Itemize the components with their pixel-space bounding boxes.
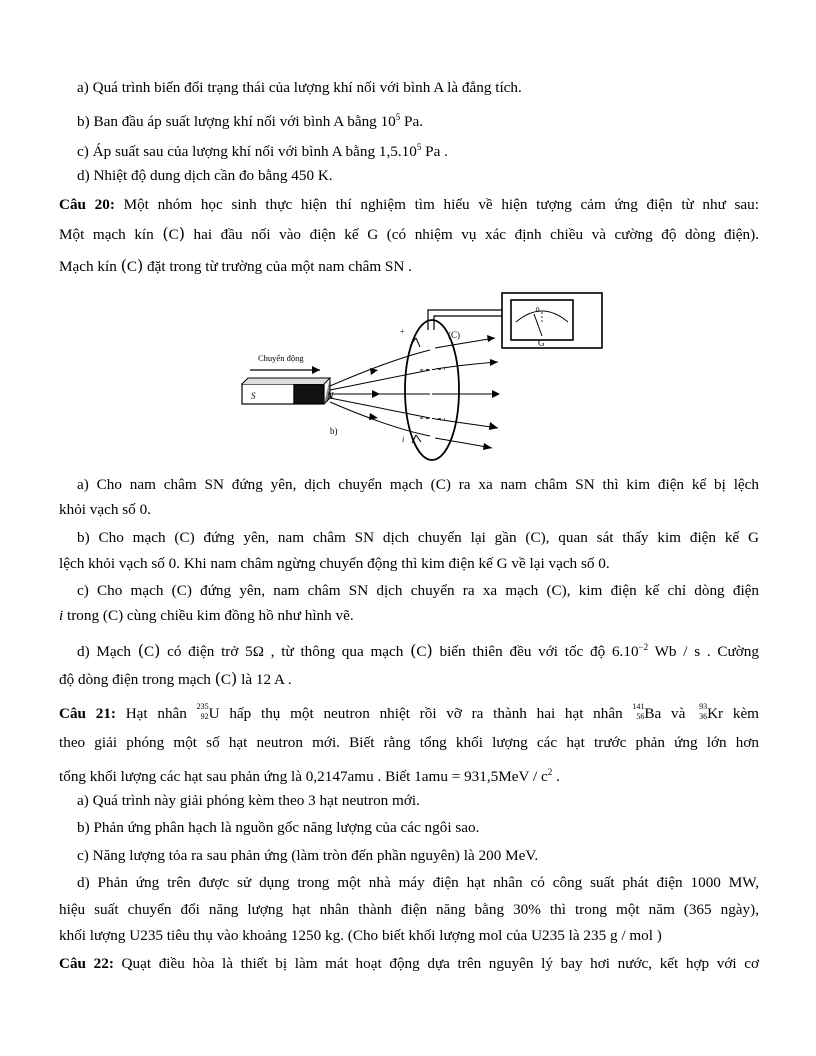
- q19-option-d: d) Nhiệt độ dung dịch cần đo bằng 450 K.: [77, 167, 333, 184]
- q19-option-b: b) Ban đầu áp suất lượng khí nối với bình A bằng $10^5$ Pa.: [77, 112, 424, 131]
- q20-intro-line2: Một mạch kín (C) hai đầu nối vào điện kế G (có nhiệm vụ xác định chiều và cường độ dòng điện).: [59, 224, 759, 243]
- current-label: i: [402, 435, 405, 444]
- q21-option-b: b) Phản ứng phân hạch là nguồn gốc năng lượng của các ngôi sao.: [77, 819, 480, 836]
- plus-label: +: [400, 327, 405, 336]
- q21-option-d-line1: d) Phản ứng trên được sử dụng trong một nhà máy điện hạt nhân có công suất phát điện 1000 MW,: [77, 874, 759, 891]
- q21-option-c: c) Năng lượng tỏa ra sau phản ứng (làm tròn đến phần nguyên) là 200 MeV.: [77, 847, 539, 864]
- galvanometer-zero: 0: [536, 306, 540, 314]
- q21-intro-line2: theo giải phóng một số hạt neutron mới. Biết rằng tổng khối lượng các hạt trước phản ứng lớn hơn: [59, 734, 759, 751]
- q21-label: Câu 21:: [59, 705, 116, 722]
- circuit-label: (C): [448, 330, 460, 340]
- galvanometer-label: G: [538, 338, 545, 348]
- magnet-south-label: S: [251, 391, 256, 401]
- q20-option-b-line2: lệch khỏi vạch số 0. Khi nam châm ngừng chuyển động thì kim điện kế G về lại vạch số 0.: [59, 555, 610, 572]
- figure-b-label: b): [330, 426, 338, 436]
- magnet-north-label: N: [327, 391, 334, 401]
- induction-diagram: [230, 290, 620, 465]
- motion-label: Chuyển động: [258, 353, 304, 363]
- coil-circuit: [405, 320, 459, 460]
- q20-option-b-line1: b) Cho mạch (C) đứng yên, nam châm SN dịch chuyển lại gần (C), quan sát thấy kim điện kế G: [77, 529, 759, 546]
- field-lines: [330, 338, 498, 448]
- q22-label: Câu 22:: [59, 955, 114, 972]
- bar-magnet: [242, 378, 334, 404]
- q20-option-c-line1: c) Cho mạch (C) đứng yên, nam châm SN dịch chuyển ra xa mạch (C), kim điện kế chỉ dòng điện: [77, 582, 759, 599]
- q20-option-d-line1: d) Mạch (C) có điện trở 5Ω , từ thông qua mạch (C) biến thiên đều với tốc độ $6.10^{-2}$ Wb / s . Cường: [77, 641, 759, 661]
- q19-option-a: a) Quá trình biến đổi trạng thái của lượng khí nối với bình A là đẳng tích.: [77, 79, 522, 96]
- q20-option-a-line2: khỏi vạch số 0.: [59, 501, 151, 518]
- q19-option-c: c) Áp suất sau của lượng khí nối với bình A bằng 1,5.10$^5$ Pa .: [77, 142, 448, 161]
- q20-intro-line3: Mạch kín (C) đặt trong từ trường của một nam châm SN .: [59, 256, 412, 275]
- q20-option-c-line2: i trong (C) cùng chiều kim đồng hồ như hình vẽ.: [59, 607, 354, 624]
- q20-option-d-line2: độ dòng điện trong mạch (C) là 12 A .: [59, 669, 292, 688]
- krypton-nuclide: 93 36: [699, 702, 708, 721]
- q22-intro-line1: Câu 22: Quạt điều hòa là thiết bị làm mát hoạt động dựa trên nguyên lý bay hơi nước, kết hợp với cơ: [59, 955, 759, 972]
- barium-nuclide: 141 56: [632, 702, 645, 721]
- q21-intro-line3: tổng khối lượng các hạt sau phản ứng là 0,2147amu . Biết $1amu = 931,5MeV / c^2$ .: [59, 767, 560, 786]
- galvanometer: [502, 293, 602, 348]
- uranium-nuclide: 235 92: [196, 702, 209, 721]
- q21-intro-line1: Câu 21: Hạt nhân 235 92 U hấp thụ một neutron nhiệt rồi vỡ ra thành hai hạt nhân 141 56 Ba và 93 36 Kr kèm: [59, 702, 759, 722]
- q20-intro-line1: Câu 20: Một nhóm học sinh thực hiện thí nghiệm tìm hiểu về hiện tượng cảm ứng điện từ như sau:: [59, 196, 759, 213]
- induction-figure: [230, 290, 620, 465]
- q21-option-d-line2: hiệu suất chuyển đổi năng lượng hạt nhân thành điện năng bằng 30% thì trong một năm (365 ngày),: [59, 901, 759, 918]
- q21-option-a: a) Quá trình này giải phóng kèm theo 3 hạt neutron mới.: [77, 792, 420, 809]
- q20-label: Câu 20:: [59, 196, 115, 213]
- q20-option-a-line1: a) Cho nam châm SN đứng yên, dịch chuyển mạch (C) ra xa nam châm SN thì kim điện kế bị lệch: [77, 476, 759, 493]
- q21-option-d-line3: khối lượng U235 tiêu thụ vào khoảng 1250 kg. (Cho biết khối lượng mol của U235 là 235 g / mol ): [59, 927, 662, 944]
